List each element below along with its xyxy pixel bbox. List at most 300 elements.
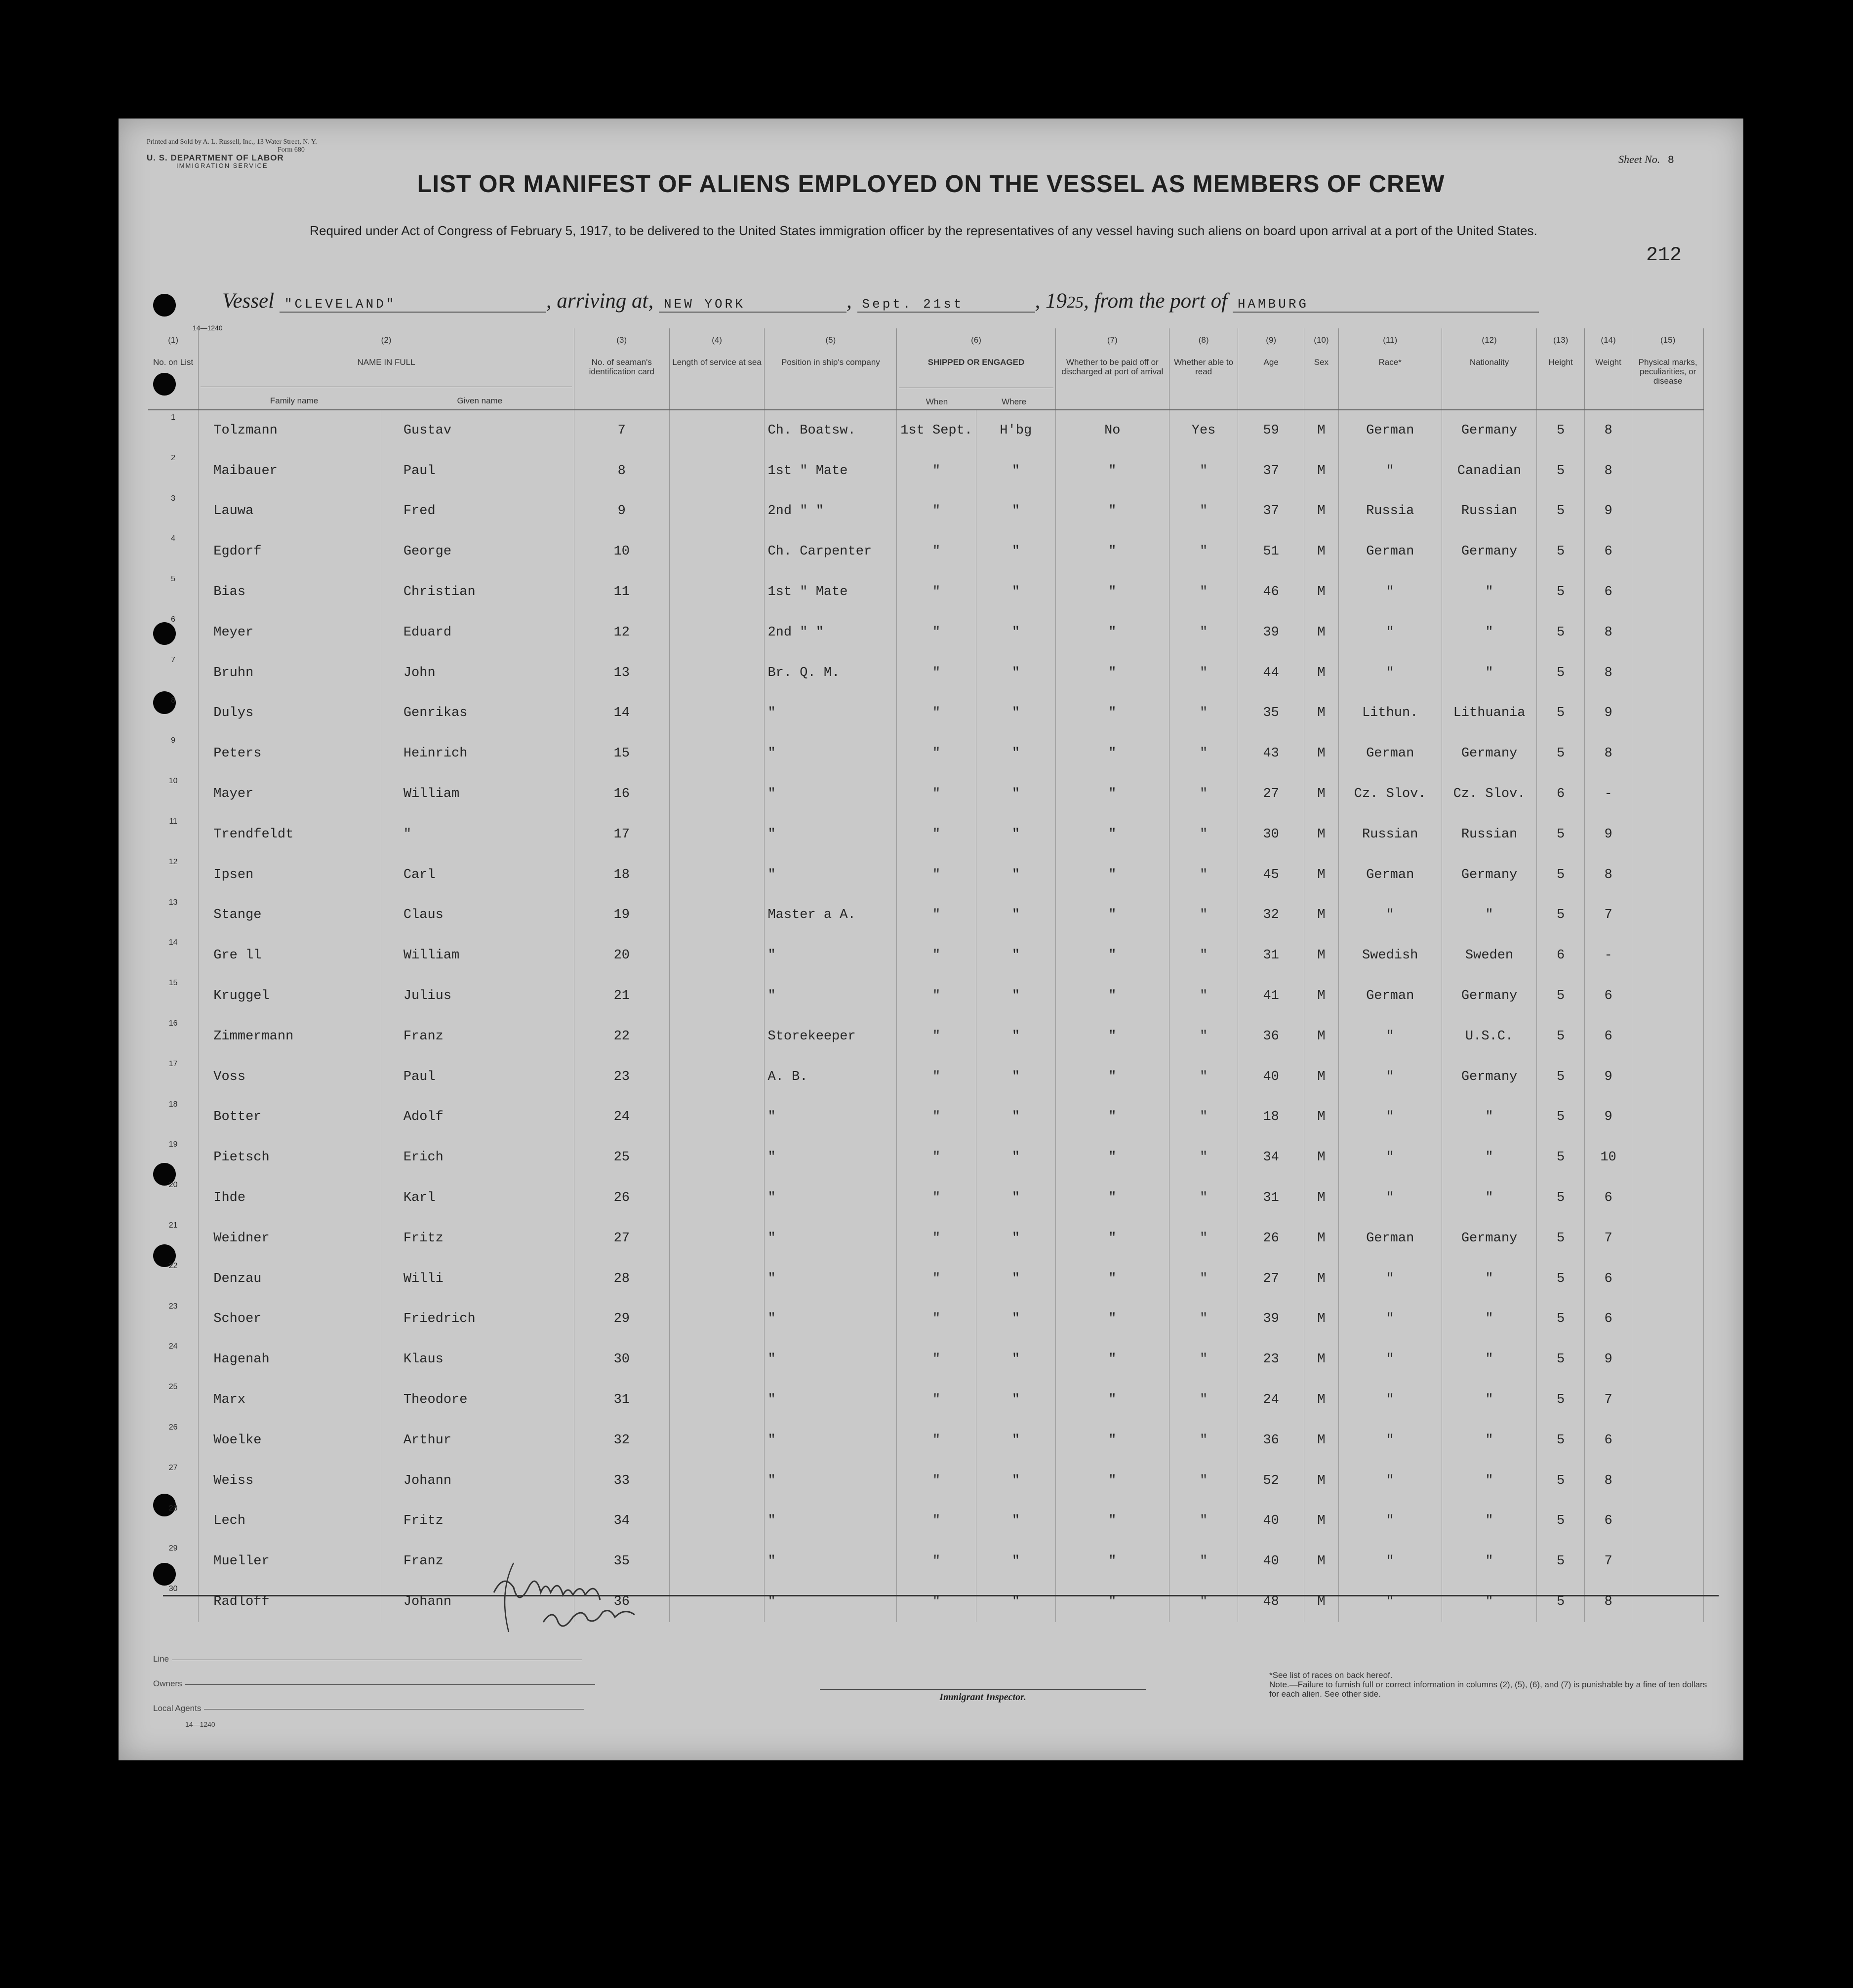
cell-family: Ipsen [199,855,381,895]
cell-family: Egdorf [199,531,381,572]
cell-race: " [1338,1339,1442,1380]
cell-where: " [976,1016,1055,1057]
cell-sex: M [1304,774,1339,814]
cell-family: Gre ll [199,935,381,976]
cell-where: " [976,1218,1055,1259]
cell-sex: M [1304,1137,1339,1178]
col-num: (3) [616,335,627,345]
cell-weight: 8 [1584,410,1632,451]
cell-where: " [976,1461,1055,1501]
cell-card: 24 [574,1097,669,1138]
cell-card: 16 [574,774,669,814]
cell-where: " [976,1259,1055,1299]
cell-given: Johann [381,1461,574,1501]
cell-family: Weidner [199,1218,381,1259]
cell-length [669,1420,765,1461]
table-row [148,1137,1704,1178]
cell-position: " [765,935,897,976]
cell-card: 7 [574,410,669,451]
col-num: (4) [712,335,722,345]
cell-sex: M [1304,693,1339,734]
cell-card: 23 [574,1057,669,1097]
cell-age: 41 [1238,976,1304,1016]
cell-where: " [976,1501,1055,1542]
cell-length [669,612,765,653]
cell-length [669,451,765,491]
cell-position: 1st " Mate [765,451,897,491]
cell-given: John [381,653,574,693]
cell-where: " [976,1097,1055,1138]
cell-given: George [381,531,574,572]
from-label: , from the port of [1084,289,1228,313]
cell-race: " [1338,1178,1442,1218]
cell-card: 36 [574,1582,669,1622]
cell-card: 28 [574,1259,669,1299]
cell-card: 19 [574,895,669,936]
cell-given: Paul [381,1057,574,1097]
table-row [148,612,1704,653]
cell-when: " [897,1057,976,1097]
cell-where: " [976,774,1055,814]
cell-position: 2nd " " [765,612,897,653]
cell-card: 20 [574,935,669,976]
cell-card: 29 [574,1299,669,1340]
cell-paid: " [1055,531,1169,572]
cell-card: 9 [574,491,669,532]
col-num: (14) [1601,335,1616,345]
col-num: (13) [1553,335,1569,345]
table-row [148,1541,1704,1582]
cell-age: 59 [1238,410,1304,451]
cell-sex: M [1304,572,1339,612]
cell-when: " [897,491,976,532]
cell-marks [1632,410,1704,451]
cell-no: 3 [148,491,199,532]
cell-position: A. B. [765,1057,897,1097]
cell-no: 14 [148,935,199,976]
cell-sex: M [1304,935,1339,976]
cell-card: 11 [574,572,669,612]
cell-given: William [381,774,574,814]
cell-marks [1632,1057,1704,1097]
cell-race: German [1338,855,1442,895]
cell-length [669,1016,765,1057]
cell-when: " [897,1178,976,1218]
cell-length [669,774,765,814]
cell-read: " [1169,1299,1238,1340]
cell-marks [1632,1501,1704,1542]
cell-weight: 6 [1584,1420,1632,1461]
cell-sex: M [1304,612,1339,653]
cell-nationality: " [1442,612,1537,653]
cell-marks [1632,1259,1704,1299]
cell-marks [1632,693,1704,734]
cell-sex: M [1304,733,1339,774]
cell-family: Peters [199,733,381,774]
cell-when: " [897,895,976,936]
cell-race: " [1338,1420,1442,1461]
cell-sex: M [1304,1461,1339,1501]
cell-family: Lauwa [199,491,381,532]
cell-position: " [765,1299,897,1340]
cell-weight: 6 [1584,1259,1632,1299]
cell-nationality: " [1442,1097,1537,1138]
col-num: (11) [1383,335,1398,345]
cell-height: 5 [1537,855,1584,895]
year-value: 25 [1067,293,1084,312]
cell-length [669,935,765,976]
footer-rule [163,1595,1719,1596]
cell-height: 5 [1537,1380,1584,1420]
cell-age: 31 [1238,1178,1304,1218]
cell-family: Woelke [199,1420,381,1461]
cell-position: " [765,976,897,1016]
cell-race: German [1338,976,1442,1016]
cell-no: 8 [148,693,199,734]
cell-where: " [976,612,1055,653]
table-row [148,1461,1704,1501]
cell-position: " [765,1339,897,1380]
cell-weight: 10 [1584,1137,1632,1178]
cell-family: Botter [199,1097,381,1138]
cell-where: H'bg [976,410,1055,451]
service-name: IMMIGRATION SERVICE [176,162,268,169]
cell-age: 37 [1238,491,1304,532]
cell-when: " [897,653,976,693]
cell-age: 52 [1238,1461,1304,1501]
cell-card: 15 [574,733,669,774]
cell-age: 43 [1238,733,1304,774]
cell-read: " [1169,733,1238,774]
cell-length [669,895,765,936]
cell-position: " [765,1582,897,1622]
cell-position: 1st " Mate [765,572,897,612]
cell-card: 17 [574,814,669,855]
cell-age: 44 [1238,653,1304,693]
cell-marks [1632,1461,1704,1501]
cell-marks [1632,733,1704,774]
cell-read: " [1169,1501,1238,1542]
table-row [148,976,1704,1016]
table-row [148,1501,1704,1542]
cell-height: 5 [1537,1501,1584,1542]
cell-when: " [897,855,976,895]
cell-race: Russia [1338,491,1442,532]
cell-paid: " [1055,895,1169,936]
cell-race: " [1338,1501,1442,1542]
cell-age: 37 [1238,451,1304,491]
cell-nationality: " [1442,1259,1537,1299]
cell-family: Maibauer [199,451,381,491]
cell-race: Russian [1338,814,1442,855]
col-num: (9) [1266,335,1277,345]
cell-nationality: Germany [1442,976,1537,1016]
cell-read: " [1169,935,1238,976]
cell-position: " [765,1380,897,1420]
cell-paid: " [1055,1339,1169,1380]
cell-age: 27 [1238,1259,1304,1299]
agents-field [204,1709,584,1710]
table-row [148,693,1704,734]
cell-race: German [1338,733,1442,774]
cell-when: " [897,935,976,976]
cell-length [669,976,765,1016]
cell-paid: " [1055,976,1169,1016]
cell-position: Storekeeper [765,1016,897,1057]
table-row [148,1057,1704,1097]
cell-family: Tolzmann [199,410,381,451]
col-label: Physical marks, peculiarities, or disease [1638,358,1697,386]
cell-race: Lithun. [1338,693,1442,734]
cell-weight: 6 [1584,976,1632,1016]
page-number: 212 [1646,244,1682,267]
col-label: Length of service at sea [672,358,762,367]
cell-marks [1632,1380,1704,1420]
cell-nationality: Germany [1442,733,1537,774]
cell-where: " [976,1137,1055,1178]
cell-sex: M [1304,1178,1339,1218]
cell-nationality: " [1442,1137,1537,1178]
cell-height: 5 [1537,1339,1584,1380]
manifest-document [119,119,1743,1760]
cell-marks [1632,653,1704,693]
cell-where: " [976,855,1055,895]
cell-age: 24 [1238,1380,1304,1420]
cell-when: " [897,1097,976,1138]
cell-no: 21 [148,1218,199,1259]
cell-read: " [1169,1582,1238,1622]
cell-when: " [897,693,976,734]
cell-height: 5 [1537,1259,1584,1299]
cell-when: " [897,451,976,491]
cell-no: 6 [148,612,199,653]
department-name: U. S. DEPARTMENT OF LABOR [147,153,284,162]
cell-race: " [1338,895,1442,936]
cell-when: " [897,1461,976,1501]
cell-card: 12 [574,612,669,653]
line-field [172,1659,582,1660]
cell-given: Fritz [381,1501,574,1542]
cell-given: Arthur [381,1420,574,1461]
cell-card: 25 [574,1137,669,1178]
cell-given: Willi [381,1259,574,1299]
cell-card: 30 [574,1339,669,1380]
cell-marks [1632,491,1704,532]
cell-card: 31 [574,1380,669,1420]
cell-length [669,855,765,895]
cell-paid: " [1055,1299,1169,1340]
cell-length [669,410,765,451]
cell-paid: " [1055,1541,1169,1582]
table-row [148,1097,1704,1138]
cell-when: " [897,976,976,1016]
cell-paid: " [1055,572,1169,612]
cell-marks [1632,935,1704,976]
cell-race: " [1338,1461,1442,1501]
cell-nationality: " [1442,1178,1537,1218]
cell-nationality: " [1442,1541,1537,1582]
cell-weight: 7 [1584,1541,1632,1582]
cell-sex: M [1304,1016,1339,1057]
cell-when: 1st Sept. [897,410,976,451]
cell-age: 34 [1238,1137,1304,1178]
cell-height: 5 [1537,1299,1584,1340]
cell-weight: - [1584,935,1632,976]
cell-sex: M [1304,1582,1339,1622]
cell-age: 46 [1238,572,1304,612]
cell-height: 5 [1537,1016,1584,1057]
cell-card: 8 [574,451,669,491]
cell-no: 13 [148,895,199,936]
cell-read: " [1169,895,1238,936]
cell-marks [1632,1339,1704,1380]
cell-paid: " [1055,1582,1169,1622]
cell-marks [1632,774,1704,814]
cell-race: " [1338,1299,1442,1340]
vessel-name: "CLEVELAND" [280,297,546,313]
cell-nationality: " [1442,1380,1537,1420]
cell-paid: " [1055,1137,1169,1178]
cell-nationality: Russian [1442,491,1537,532]
cell-age: 31 [1238,935,1304,976]
cell-length [669,1178,765,1218]
cell-length [669,653,765,693]
cell-weight: 9 [1584,814,1632,855]
col-label: No. of seaman's identification card [589,358,654,376]
cell-height: 5 [1537,612,1584,653]
table-row [148,935,1704,976]
cell-where: " [976,895,1055,936]
cell-where: " [976,1057,1055,1097]
cell-nationality: " [1442,895,1537,936]
table-row [148,1218,1704,1259]
cell-height: 5 [1537,1582,1584,1622]
cell-sex: M [1304,814,1339,855]
cell-length [669,1299,765,1340]
cell-where: " [976,491,1055,532]
col-sub-when: When [926,397,948,406]
cell-nationality: " [1442,653,1537,693]
cell-position: Master a A. [765,895,897,936]
departure-port: HAMBURG [1233,297,1539,313]
cell-where: " [976,572,1055,612]
cell-marks [1632,1218,1704,1259]
cell-nationality: " [1442,1501,1537,1542]
cell-position: " [765,1461,897,1501]
cell-family: Meyer [199,612,381,653]
cell-read: " [1169,1380,1238,1420]
cell-weight: 7 [1584,1218,1632,1259]
cell-weight: 6 [1584,531,1632,572]
cell-given: Gustav [381,410,574,451]
cell-given: Fritz [381,1218,574,1259]
cell-no: 12 [148,855,199,895]
cell-family: Stange [199,895,381,936]
cell-paid: " [1055,1097,1169,1138]
cell-when: " [897,1137,976,1178]
cell-length [669,491,765,532]
cell-position: Ch. Boatsw. [765,410,897,451]
cell-given: Christian [381,572,574,612]
cell-paid: " [1055,1016,1169,1057]
cell-marks [1632,572,1704,612]
cell-no: 22 [148,1259,199,1299]
cell-nationality: Sweden [1442,935,1537,976]
cell-marks [1632,976,1704,1016]
arriving-label: , arriving at, [546,289,654,313]
cell-marks [1632,1178,1704,1218]
cell-given: Johann [381,1582,574,1622]
cell-read: " [1169,1097,1238,1138]
cell-height: 5 [1537,1097,1584,1138]
cell-when: " [897,1016,976,1057]
cell-age: 48 [1238,1582,1304,1622]
cell-no: 11 [148,814,199,855]
cell-where: " [976,693,1055,734]
cell-nationality: Russian [1442,814,1537,855]
cell-sex: M [1304,491,1339,532]
cell-card: 27 [574,1218,669,1259]
cell-where: " [976,451,1055,491]
cell-given: Theodore [381,1380,574,1420]
cell-paid: " [1055,814,1169,855]
cell-height: 5 [1537,733,1584,774]
cell-no: 23 [148,1299,199,1340]
cell-given: " [381,814,574,855]
cell-read: " [1169,491,1238,532]
cell-when: " [897,1582,976,1622]
col-num: (15) [1660,335,1676,345]
cell-no: 25 [148,1380,199,1420]
cell-no: 15 [148,976,199,1016]
cell-paid: " [1055,855,1169,895]
cell-when: " [897,1420,976,1461]
cell-height: 5 [1537,1461,1584,1501]
cell-sex: M [1304,531,1339,572]
cell-when: " [897,1541,976,1582]
col-label: SHIPPED OR ENGAGED [927,358,1025,367]
cell-marks [1632,1420,1704,1461]
cell-family: Bias [199,572,381,612]
cell-read: Yes [1169,410,1238,451]
cell-sex: M [1304,855,1339,895]
cell-no: 5 [148,572,199,612]
cell-sex: M [1304,1218,1339,1259]
cell-race: " [1338,1380,1442,1420]
cell-nationality: Germany [1442,531,1537,572]
cell-family: Schoer [199,1299,381,1340]
line-label: Line [153,1654,169,1664]
cell-age: 40 [1238,1057,1304,1097]
cell-weight: 6 [1584,1016,1632,1057]
cell-nationality: " [1442,1420,1537,1461]
cell-marks [1632,1137,1704,1178]
cell-weight: 8 [1584,733,1632,774]
cell-paid: " [1055,1057,1169,1097]
table-row [148,1582,1704,1622]
cell-given: Heinrich [381,733,574,774]
cell-position: " [765,1178,897,1218]
cell-when: " [897,1501,976,1542]
cell-when: " [897,612,976,653]
cell-where: " [976,653,1055,693]
col-label: Whether to be paid off or discharged at port of arrival [1061,358,1164,376]
cell-height: 5 [1537,653,1584,693]
cell-length [669,1218,765,1259]
cell-paid: " [1055,612,1169,653]
cell-paid: " [1055,1461,1169,1501]
cell-marks [1632,531,1704,572]
